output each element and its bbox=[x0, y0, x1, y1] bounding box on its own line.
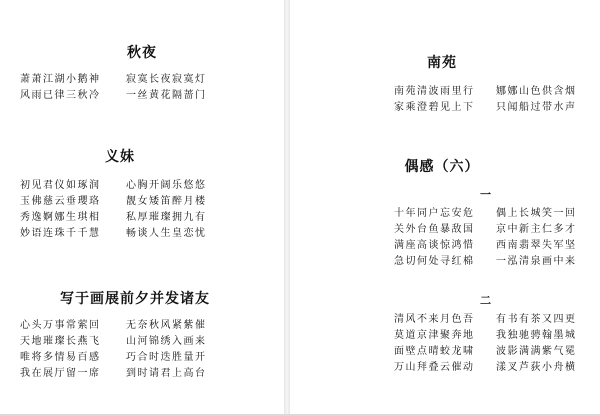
poem-column-left bbox=[20, 72, 101, 104]
section-number-two: 二 bbox=[480, 294, 491, 307]
poem-line: 波影满满紫气冕 bbox=[496, 346, 577, 357]
poem-line: 漾叉芦荻小舟横 bbox=[496, 362, 577, 373]
poem-line: 风雨已律三秋冷 bbox=[20, 90, 101, 101]
left-page bbox=[0, 0, 284, 416]
poem-line: 到时请君上高台 bbox=[126, 368, 207, 379]
poem-column-left bbox=[20, 318, 101, 382]
poem-line: 初见君仪如琢润 bbox=[20, 180, 101, 191]
poem-line: 私厚璀璨拥九有 bbox=[126, 212, 207, 223]
poem-line: 京中新主仁多才 bbox=[496, 224, 577, 235]
poem-line: 天地璀璨长燕飞 bbox=[20, 336, 101, 347]
poem-line: 我独驰骋翰墨城 bbox=[496, 330, 577, 341]
poem-line: 无奈秋风紧紫催 bbox=[126, 320, 207, 331]
poem-line: 满座高谈惊鸿惜 bbox=[394, 240, 475, 251]
right-page bbox=[290, 0, 600, 416]
poem-line: 心头万事常萦回 bbox=[20, 320, 101, 331]
poem-line: 巧合时迭胜量开 bbox=[126, 352, 207, 363]
poem-line: 一丝黄花隔蔷门 bbox=[126, 90, 207, 101]
poem-column-left bbox=[20, 178, 101, 242]
poem-title-nanyuan: 南苑 bbox=[427, 55, 457, 71]
poem-title-yimei: 义妹 bbox=[105, 149, 135, 165]
poem-line: 清风不来月色吾 bbox=[394, 314, 475, 325]
poem-line: 家乘澄碧见上下 bbox=[394, 102, 475, 113]
poem-line: 急切何处寻红棉 bbox=[394, 256, 475, 267]
poem-line: 寂寞长夜寂寞灯 bbox=[126, 74, 207, 85]
poem-line: 偶上长城笑一回 bbox=[496, 208, 577, 219]
poem-title-qiuye: 秋夜 bbox=[127, 45, 157, 61]
poem-line: 只闻船过带水声 bbox=[496, 102, 577, 113]
poem-column-right bbox=[496, 312, 577, 376]
poem-line: 山河锦绣入画来 bbox=[126, 336, 207, 347]
poem-line: 唯将多情易百感 bbox=[20, 352, 101, 363]
poem-line: 畅谈人生皇恋忧 bbox=[126, 228, 207, 239]
poem-line: 心胸开阔乐悠悠 bbox=[126, 180, 207, 191]
poem-column-right bbox=[496, 206, 577, 270]
poem-line: 玉佛慈云垂瓔珞 bbox=[20, 196, 101, 207]
poem-column-right bbox=[126, 72, 207, 104]
poem-title-huazhan: 写于画展前夕并发诸友 bbox=[60, 291, 210, 307]
poem-line: 娜娜山色供含烟 bbox=[496, 86, 577, 97]
poem-column-right bbox=[496, 84, 577, 116]
poem-column-left bbox=[394, 84, 475, 116]
poem-line: 万山拜叠云催动 bbox=[394, 362, 475, 373]
poem-line: 秀逸婀娜生琪相 bbox=[20, 212, 101, 223]
poem-line: 一泓清泉画中来 bbox=[496, 256, 577, 267]
poem-line: 十年同户忘安危 bbox=[394, 208, 475, 219]
poem-column-left bbox=[394, 312, 475, 376]
poem-column-right bbox=[126, 178, 207, 242]
poem-line: 我在展厅留一席 bbox=[20, 368, 101, 379]
poem-column-left bbox=[394, 206, 475, 270]
poem-line: 南苑清波雨里行 bbox=[394, 86, 475, 97]
poem-line: 萧萧江湖小鹅神 bbox=[20, 74, 101, 85]
poem-line: 妙语连珠千千慧 bbox=[20, 228, 101, 239]
poem-title-ougan: 偶感（六） bbox=[404, 159, 480, 175]
poem-line: 西南翡翠失军坚 bbox=[496, 240, 577, 251]
poem-line: 关外台鱼暴敌国 bbox=[394, 224, 475, 235]
poem-line: 有书有茶又四更 bbox=[496, 314, 577, 325]
poem-line: 莫道京津聚奔地 bbox=[394, 330, 475, 341]
poem-line: 靓女矮笛醉月楼 bbox=[126, 196, 207, 207]
section-number-one: 一 bbox=[480, 188, 491, 201]
poem-line: 面壁点晴蛟龙啸 bbox=[394, 346, 475, 357]
poem-column-right bbox=[126, 318, 207, 382]
